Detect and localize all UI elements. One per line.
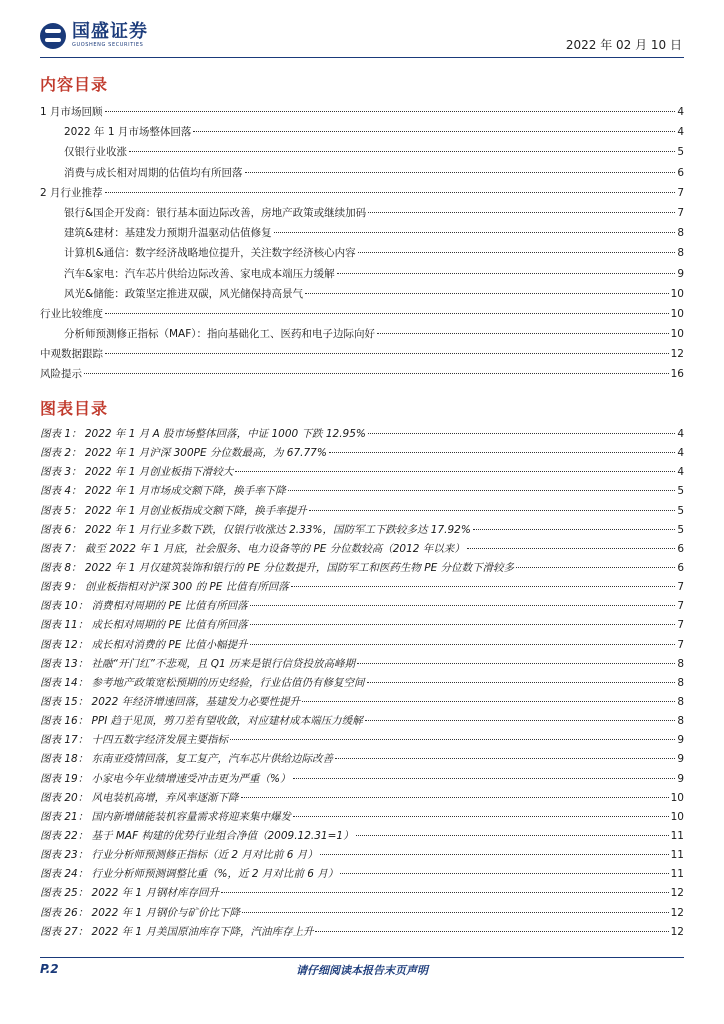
dot-leader — [467, 548, 676, 549]
toc-entry-label: 图表 27： 2022 年 1 月美国原油库存下降，汽油库存上升 — [40, 925, 314, 938]
toc-entry[interactable] — [40, 366, 684, 386]
toc-entry-page: 4 — [677, 447, 684, 460]
toc-entry-page: 12 — [670, 887, 684, 900]
toc-entry-page: 4 — [677, 126, 684, 139]
report-date: 2022 年 02 月 10 日 — [565, 38, 682, 52]
toc-entry-label: 图表 24： 行业分析师预测调整比重（%，近 2 月对比前 6 月） — [40, 868, 339, 881]
toc-entry-label: 1 月市场回顾 — [40, 106, 103, 118]
header-divider — [40, 57, 684, 58]
toc-entry[interactable] — [40, 165, 684, 185]
toc-entry[interactable] — [40, 225, 684, 245]
toc-entry-page: 12 — [670, 925, 684, 938]
dot-leader — [193, 131, 675, 132]
figures-title: 图表目录 — [40, 399, 109, 418]
toc-entry-label: 图表 20： 风电装机高增，弃风率逐渐下降 — [40, 791, 239, 804]
dot-leader — [293, 816, 669, 817]
toc-entry-page: 7 — [677, 581, 684, 594]
toc-entry-page: 10 — [670, 810, 684, 823]
toc-entry-label: 2022 年 1 月市场整体回落 — [64, 126, 192, 139]
toc-entry[interactable] — [40, 266, 684, 286]
toc-entry-page: 9 — [677, 734, 684, 747]
contents-list — [40, 104, 684, 387]
toc-entry-label: 图表 6： 2022 年 1 月行业多数下跌，仅银行收涨达 2.33%，国防军工下跌较多达 17.92% — [40, 523, 471, 536]
toc-entry[interactable] — [40, 426, 684, 445]
toc-entry[interactable] — [40, 885, 684, 904]
toc-entry-page: 8 — [677, 227, 684, 240]
toc-entry-page: 10 — [670, 328, 684, 341]
dot-leader — [241, 797, 669, 798]
dot-leader — [288, 490, 676, 491]
toc-entry-page: 8 — [677, 715, 684, 728]
toc-entry-label: 建筑&建材：基建发力预期升温驱动估值修复 — [64, 227, 272, 240]
toc-entry-page: 7 — [677, 206, 684, 219]
toc-entry-label: 银行&国企开发商：银行基本面边际改善，房地产政策或继续加码 — [64, 206, 367, 219]
dot-leader — [245, 172, 676, 173]
toc-entry[interactable] — [40, 924, 684, 943]
toc-entry[interactable] — [40, 598, 684, 617]
dot-leader — [293, 778, 676, 779]
toc-entry-page: 5 — [677, 485, 684, 498]
toc-entry[interactable] — [40, 905, 684, 924]
toc-entry-page: 7 — [677, 186, 684, 199]
toc-entry-page: 11 — [670, 849, 684, 862]
toc-entry[interactable] — [40, 483, 684, 502]
dot-leader — [230, 739, 675, 740]
toc-entry[interactable] — [40, 751, 684, 770]
toc-entry-label: 图表 9： 创业板指相对沪深 300 的 PE 比值有所回落 — [40, 581, 289, 594]
dot-leader — [291, 586, 676, 587]
dot-leader — [356, 835, 669, 836]
toc-entry[interactable] — [40, 445, 684, 464]
dot-leader — [337, 273, 676, 274]
toc-entry-label: 计算机&通信：数字经济战略地位提升，关注数字经济核心内容 — [64, 247, 356, 260]
toc-entry-label: 图表 2： 2022 年 1 月沪深 300PE 分位数最高，为 67.77% — [40, 447, 327, 460]
toc-entry[interactable] — [40, 306, 684, 326]
toc-entry-label: 分析师预测修正指标（MAF）：指向基础化工、医药和电子边际向好 — [64, 328, 376, 341]
toc-entry-label: 图表 13： 社融“开门红”不悲观，且 Q1 历来是银行信贷投放高峰期 — [40, 657, 356, 670]
toc-entry-page: 11 — [670, 868, 684, 881]
toc-entry-label: 行业比较维度 — [40, 307, 103, 320]
toc-entry-label: 图表 3： 2022 年 1 月创业板指下滑较大 — [40, 466, 234, 479]
footer-divider — [40, 957, 684, 958]
dot-leader — [329, 452, 675, 453]
toc-entry[interactable] — [40, 617, 684, 636]
toc-entry-page: 6 — [677, 561, 684, 574]
toc-entry-label: 图表 23： 行业分析师预测修正指标（近 2 月对比前 6 月） — [40, 849, 318, 862]
toc-entry[interactable] — [40, 522, 684, 541]
dot-leader — [309, 510, 676, 511]
dot-leader — [274, 232, 676, 233]
toc-entry[interactable] — [40, 579, 684, 598]
toc-entry-label: 图表 1： 2022 年 1 月 A 股市场整体回落，中证 1000 下跌 12.95% — [40, 428, 366, 440]
toc-entry[interactable] — [40, 732, 684, 751]
toc-entry-label: 汽车&家电：汽车芯片供给边际改善、家电成本端压力缓解 — [64, 267, 335, 280]
company-logo — [40, 22, 148, 49]
toc-entry-page: 8 — [677, 695, 684, 708]
toc-entry-page: 7 — [677, 600, 684, 613]
toc-entry-label: 图表 26： 2022 年 1 月钢价与矿价比下降 — [40, 906, 240, 919]
toc-entry-label: 风险提示 — [40, 368, 82, 381]
toc-entry-page: 4 — [677, 428, 684, 440]
dot-leader — [473, 529, 675, 530]
toc-entry-label: 图表 16： PPI 趋于见顶，剪刀差有望收敛，对应建材成本端压力缓解 — [40, 715, 363, 728]
dot-leader — [242, 912, 669, 913]
toc-entry[interactable] — [40, 144, 684, 164]
toc-entry[interactable] — [40, 560, 684, 579]
toc-entry-page: 10 — [670, 307, 684, 320]
toc-entry-label: 图表 21： 国内新增储能装机容量需求将迎来集中爆发 — [40, 810, 292, 823]
dot-leader — [105, 313, 669, 314]
toc-entry[interactable] — [40, 205, 684, 225]
toc-entry-page: 10 — [670, 287, 684, 300]
toc-entry[interactable] — [40, 637, 684, 656]
toc-entry-label: 图表 7： 截至 2022 年 1 月底，社会服务、电力设备等的 PE 分位数较高（2012 年以来） — [40, 542, 465, 555]
toc-entry-page: 5 — [677, 523, 684, 536]
toc-entry-page: 4 — [677, 106, 684, 118]
dot-leader — [250, 605, 676, 606]
logo-text: 国盛证券 — [72, 21, 148, 42]
dot-leader — [367, 682, 676, 683]
dot-leader — [368, 212, 675, 213]
page-header — [0, 0, 724, 58]
footer-disclaimer: 请仔细阅读本报告末页声明 — [296, 964, 428, 977]
dot-leader — [105, 111, 676, 112]
toc-entry[interactable] — [40, 346, 684, 366]
toc-entry-page: 12 — [670, 906, 684, 919]
dot-leader — [250, 644, 676, 645]
dot-leader — [368, 433, 675, 434]
dot-leader — [250, 624, 676, 625]
toc-entry-label: 图表 14： 参考地产政策宽松预期的历史经验，行业估值仍有修复空间 — [40, 676, 365, 689]
toc-entry[interactable] — [40, 124, 684, 144]
figures-list — [40, 426, 684, 943]
toc-entry-page: 11 — [670, 829, 684, 842]
toc-entry-page: 9 — [677, 772, 684, 785]
dot-leader — [320, 854, 669, 855]
toc-entry[interactable] — [40, 790, 684, 809]
dot-leader — [516, 567, 675, 568]
contents-title: 内容目录 — [40, 75, 109, 94]
toc-entry[interactable] — [40, 104, 684, 124]
toc-entry-page: 5 — [677, 146, 684, 159]
toc-entry-page: 12 — [670, 348, 684, 361]
toc-entry-label: 图表 12： 成长相对消费的 PE 比值小幅提升 — [40, 638, 248, 651]
toc-entry[interactable] — [40, 809, 684, 828]
dot-leader — [221, 892, 669, 893]
toc-entry-label: 消费与成长相对周期的估值均有所回落 — [64, 166, 243, 179]
toc-entry[interactable] — [40, 866, 684, 885]
dot-leader — [335, 758, 675, 759]
toc-entry[interactable] — [40, 286, 684, 306]
toc-entry-page: 6 — [677, 166, 684, 179]
toc-entry[interactable] — [40, 847, 684, 866]
toc-entry-label: 图表 15： 2022 年经济增速回落，基建发力必要性提升 — [40, 695, 301, 708]
dot-leader — [358, 252, 676, 253]
dot-leader — [84, 373, 669, 374]
toc-entry-label: 图表 8： 2022 年 1 月仅建筑装饰和银行的 PE 分位数提升，国防军工和医药生物 PE 分位数下滑较多 — [40, 561, 515, 574]
toc-entry[interactable] — [40, 185, 684, 205]
toc-entry-page: 6 — [677, 542, 684, 555]
toc-entry-page: 10 — [670, 791, 684, 804]
toc-entry-label: 图表 5： 2022 年 1 月创业板指成交额下降，换手率提升 — [40, 504, 307, 517]
dot-leader — [365, 720, 676, 721]
dot-leader — [357, 663, 675, 664]
toc-entry[interactable] — [40, 503, 684, 522]
toc-entry[interactable] — [40, 326, 684, 346]
dot-leader — [129, 151, 675, 152]
dot-leader — [302, 701, 675, 702]
toc-entry-label: 图表 11： 成长相对周期的 PE 比值有所回落 — [40, 619, 248, 632]
toc-entry-page: 7 — [677, 638, 684, 651]
toc-entry-page: 8 — [677, 657, 684, 670]
page-number: P.2 — [40, 962, 59, 976]
dot-leader — [105, 192, 676, 193]
toc-entry-page: 8 — [677, 247, 684, 260]
dot-leader — [305, 293, 668, 294]
dot-leader — [377, 333, 669, 334]
toc-entry[interactable] — [40, 245, 684, 265]
toc-entry[interactable] — [40, 771, 684, 790]
toc-entry-label: 图表 17： 十四五数字经济发展主要指标 — [40, 734, 229, 747]
logo-icon — [40, 23, 66, 49]
toc-entry-page: 4 — [677, 466, 684, 479]
toc-entry-page: 9 — [677, 267, 684, 280]
toc-entry-label: 图表 25： 2022 年 1 月钢材库存回升 — [40, 887, 219, 900]
toc-entry-label: 图表 22： 基于 MAF 构建的优势行业组合净值（2009.12.31=1） — [40, 829, 354, 842]
toc-entry-page: 8 — [677, 676, 684, 689]
toc-entry-page: 9 — [677, 753, 684, 766]
toc-entry[interactable] — [40, 541, 684, 560]
logo-subtext: GUOSHENG SECURITIES — [72, 42, 144, 48]
toc-entry-page: 7 — [677, 619, 684, 632]
toc-entry[interactable] — [40, 694, 684, 713]
dot-leader — [340, 873, 668, 874]
toc-entry-label: 2 月行业推荐 — [40, 186, 103, 199]
dot-leader — [235, 471, 675, 472]
toc-entry[interactable] — [40, 464, 684, 483]
toc-entry[interactable] — [40, 828, 684, 847]
toc-entry-page: 16 — [670, 368, 684, 381]
toc-entry-label: 仅银行业收涨 — [64, 146, 127, 159]
toc-entry-label: 图表 18： 东南亚疫情回落，复工复产，汽车芯片供给边际改善 — [40, 753, 334, 766]
toc-entry[interactable] — [40, 675, 684, 694]
toc-entry[interactable] — [40, 656, 684, 675]
toc-entry[interactable] — [40, 713, 684, 732]
toc-entry-page: 5 — [677, 504, 684, 517]
dot-leader — [315, 931, 668, 932]
toc-entry-label: 图表 19： 小家电今年业绩增速受冲击更为严重（%） — [40, 772, 291, 785]
dot-leader — [105, 353, 669, 354]
toc-entry-label: 风光&储能：政策坚定推进双碳，风光储保持高景气 — [64, 287, 304, 300]
toc-entry-label: 图表 10： 消费相对周期的 PE 比值有所回落 — [40, 600, 248, 613]
toc-entry-label: 中观数据跟踪 — [40, 348, 103, 361]
toc-entry-label: 图表 4： 2022 年 1 月市场成交额下降，换手率下降 — [40, 485, 286, 498]
